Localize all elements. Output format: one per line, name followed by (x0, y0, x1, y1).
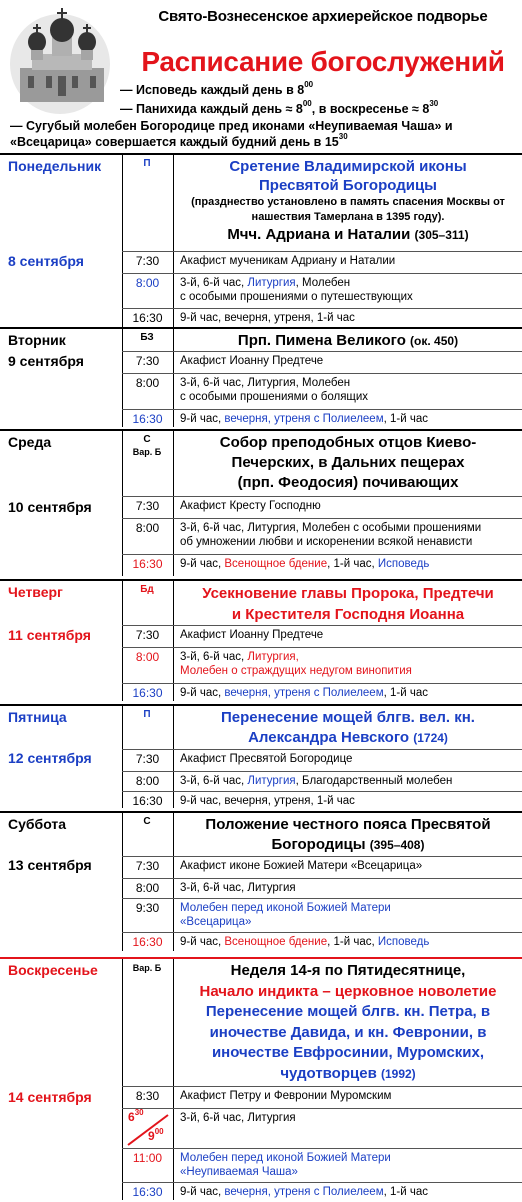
service-row: 16:30 9-й час, Всенощное бдение, 1-й час, Исповедь (122, 932, 522, 953)
rank-badge: Вар. Б (132, 963, 162, 973)
day-name: Среда (8, 434, 52, 450)
service-row: 9:30 Молебен перед иконой Божией Матери «Всецарица» (122, 898, 522, 932)
feast-title: Сретение Владимирской иконы Пресвятой Богородицы (празднество установлено в память спасения Москвы от нашествия Тамерлана в 1395 году). Мчч. Адриана и Наталии (305–311) (191, 158, 505, 243)
rank-badge: Бд (140, 584, 154, 595)
service-row: 7:30 Акафист Иоанну Предтече (122, 351, 522, 373)
day-monday (0, 153, 522, 327)
service-row: 11:00 Молебен перед иконой Божией Матери «Неупиваемая Чаша» (122, 1148, 522, 1182)
day-wednesday (0, 429, 522, 576)
service-row: 8:30 Акафист Петру и Февронии Муромским (122, 1086, 522, 1108)
feast-title: Положение честного пояса Пресвятой Богородицы (395–408) (205, 816, 491, 853)
service-row: 7:30 Акафист Пресвятой Богородице (122, 749, 522, 771)
time-old: $6^{30}$ (128, 1108, 144, 1124)
time-new: $9^{00}$ (148, 1127, 164, 1143)
service-row: 16:30 9-й час, вечерня, утреня с Полиелеем, 1-й час (122, 1182, 522, 1202)
service-row: 16:30 9-й час, вечерня, утреня с Полиелеем, 1-й час (122, 409, 522, 429)
day-date: 8 сентября (8, 253, 84, 269)
day-thursday (0, 579, 522, 701)
service-row: 16:30 9-й час, вечерня, утреня с Полиелеем, 1-й час (122, 683, 522, 703)
service-row: $6^{30}$ $9^{00}$ 3-й, 6-й час, Литургия (122, 1108, 522, 1148)
service-row: 8:00 3-й, 6-й час, Литургия, Молебен с особыми прошениями о болящих (122, 373, 522, 409)
day-date: 14 сентября (8, 1089, 92, 1105)
church-logo (2, 6, 122, 114)
service-row: 16:30 9-й час, вечерня, утреня, 1-й час (122, 791, 522, 810)
feast-title: Перенесение мощей блгв. вел. кн. Александра Невского (1724) (221, 709, 475, 746)
feast-title: Прп. Пимена Великого (ок. 450) (237, 332, 459, 349)
day-date: 12 сентября (8, 750, 92, 766)
day-date: 11 сентября (8, 627, 91, 643)
service-row: 8:00 3-й, 6-й час, Литургия (122, 878, 522, 898)
day-tuesday (0, 327, 522, 427)
day-name: Воскресенье (8, 962, 98, 978)
service-row: 8:00 3-й, 6-й час, Литургия, Молебен о страждущих недугом винопития (122, 647, 522, 683)
service-row: 8:00 3-й, 6-й час, Литургия, Благодарственный молебен (122, 771, 522, 791)
service-row: 8:00 3-й, 6-й час, Литургия, Молебен с особыми прошениями об умножении любви и искоренении всякой ненависти (122, 518, 522, 554)
day-name: Вторник (8, 332, 66, 348)
note-moleben-2: «Всецарица» совершается каждый будний день в $15^{30}$ (10, 132, 348, 149)
day-date: 13 сентября (8, 857, 92, 873)
feast-title: Неделя 14-я по Пятидесятнице, Начало индикта – церковное новолетие Перенесение мощей блгв. кн. Петра, в иночестве Давида, и кн. Февронии, в иночестве Евфросинии, Муромских, чудотворцев (1992) (199, 962, 497, 1082)
day-name: Понедельник (8, 158, 102, 174)
note-panikhida: — Панихида каждый день ≈ $8^{00}$, в воскресенье ≈ $8^{30}$ (120, 99, 439, 116)
rank-badge: П (143, 158, 151, 169)
page-title: Расписание богослужений (141, 46, 505, 77)
day-name: Четверг (8, 584, 63, 600)
day-sunday (0, 957, 522, 1200)
note-confession: — Исповедь каждый день в $8^{00}$ (120, 80, 314, 97)
service-row: 16:30 9-й час, вечерня, утреня, 1-й час (122, 308, 522, 329)
header (0, 0, 522, 153)
rank-badge: БЗ (140, 332, 154, 343)
org-title: Свято-Вознесенское архиерейское подворье (158, 8, 488, 25)
feast-title: Усекновение главы Пророка, Предтечи и Крестителя Господня Иоанна (202, 585, 494, 623)
note-moleben: — Сугубый молебен Богородице пред иконами «Неупиваемая Чаша» и (10, 119, 453, 133)
service-row: 8:00 3-й, 6-й час, Литургия, Молебен с особыми прошениями о путешествующих (122, 273, 522, 308)
rank-badge: С (143, 816, 151, 827)
day-date: 9 сентября (8, 353, 84, 369)
day-friday (0, 704, 522, 808)
service-row: 7:30 Акафист иконе Божией Матери «Всецарица» (122, 856, 522, 878)
feast-title: Собор преподобных отцов Киево- Печерских, в Дальних пещерах (прп. Феодосия) почивающих (219, 434, 477, 491)
service-row: 16:30 9-й час, Всенощное бдение, 1-й час, Исповедь (122, 554, 522, 578)
day-name: Суббота (8, 816, 67, 832)
service-row: 7:30 Акафист Кресту Господню (122, 496, 522, 518)
day-date: 10 сентября (8, 499, 92, 515)
day-name: Пятница (8, 709, 67, 725)
day-saturday (0, 811, 522, 951)
service-row: 7:30 Акафист Иоанну Предтече (122, 625, 522, 647)
rank-badge: С Вар. Б (132, 434, 162, 457)
service-row: 7:30 Акафист мученикам Адриану и Наталии (122, 251, 522, 273)
rank-badge: П (143, 709, 151, 720)
